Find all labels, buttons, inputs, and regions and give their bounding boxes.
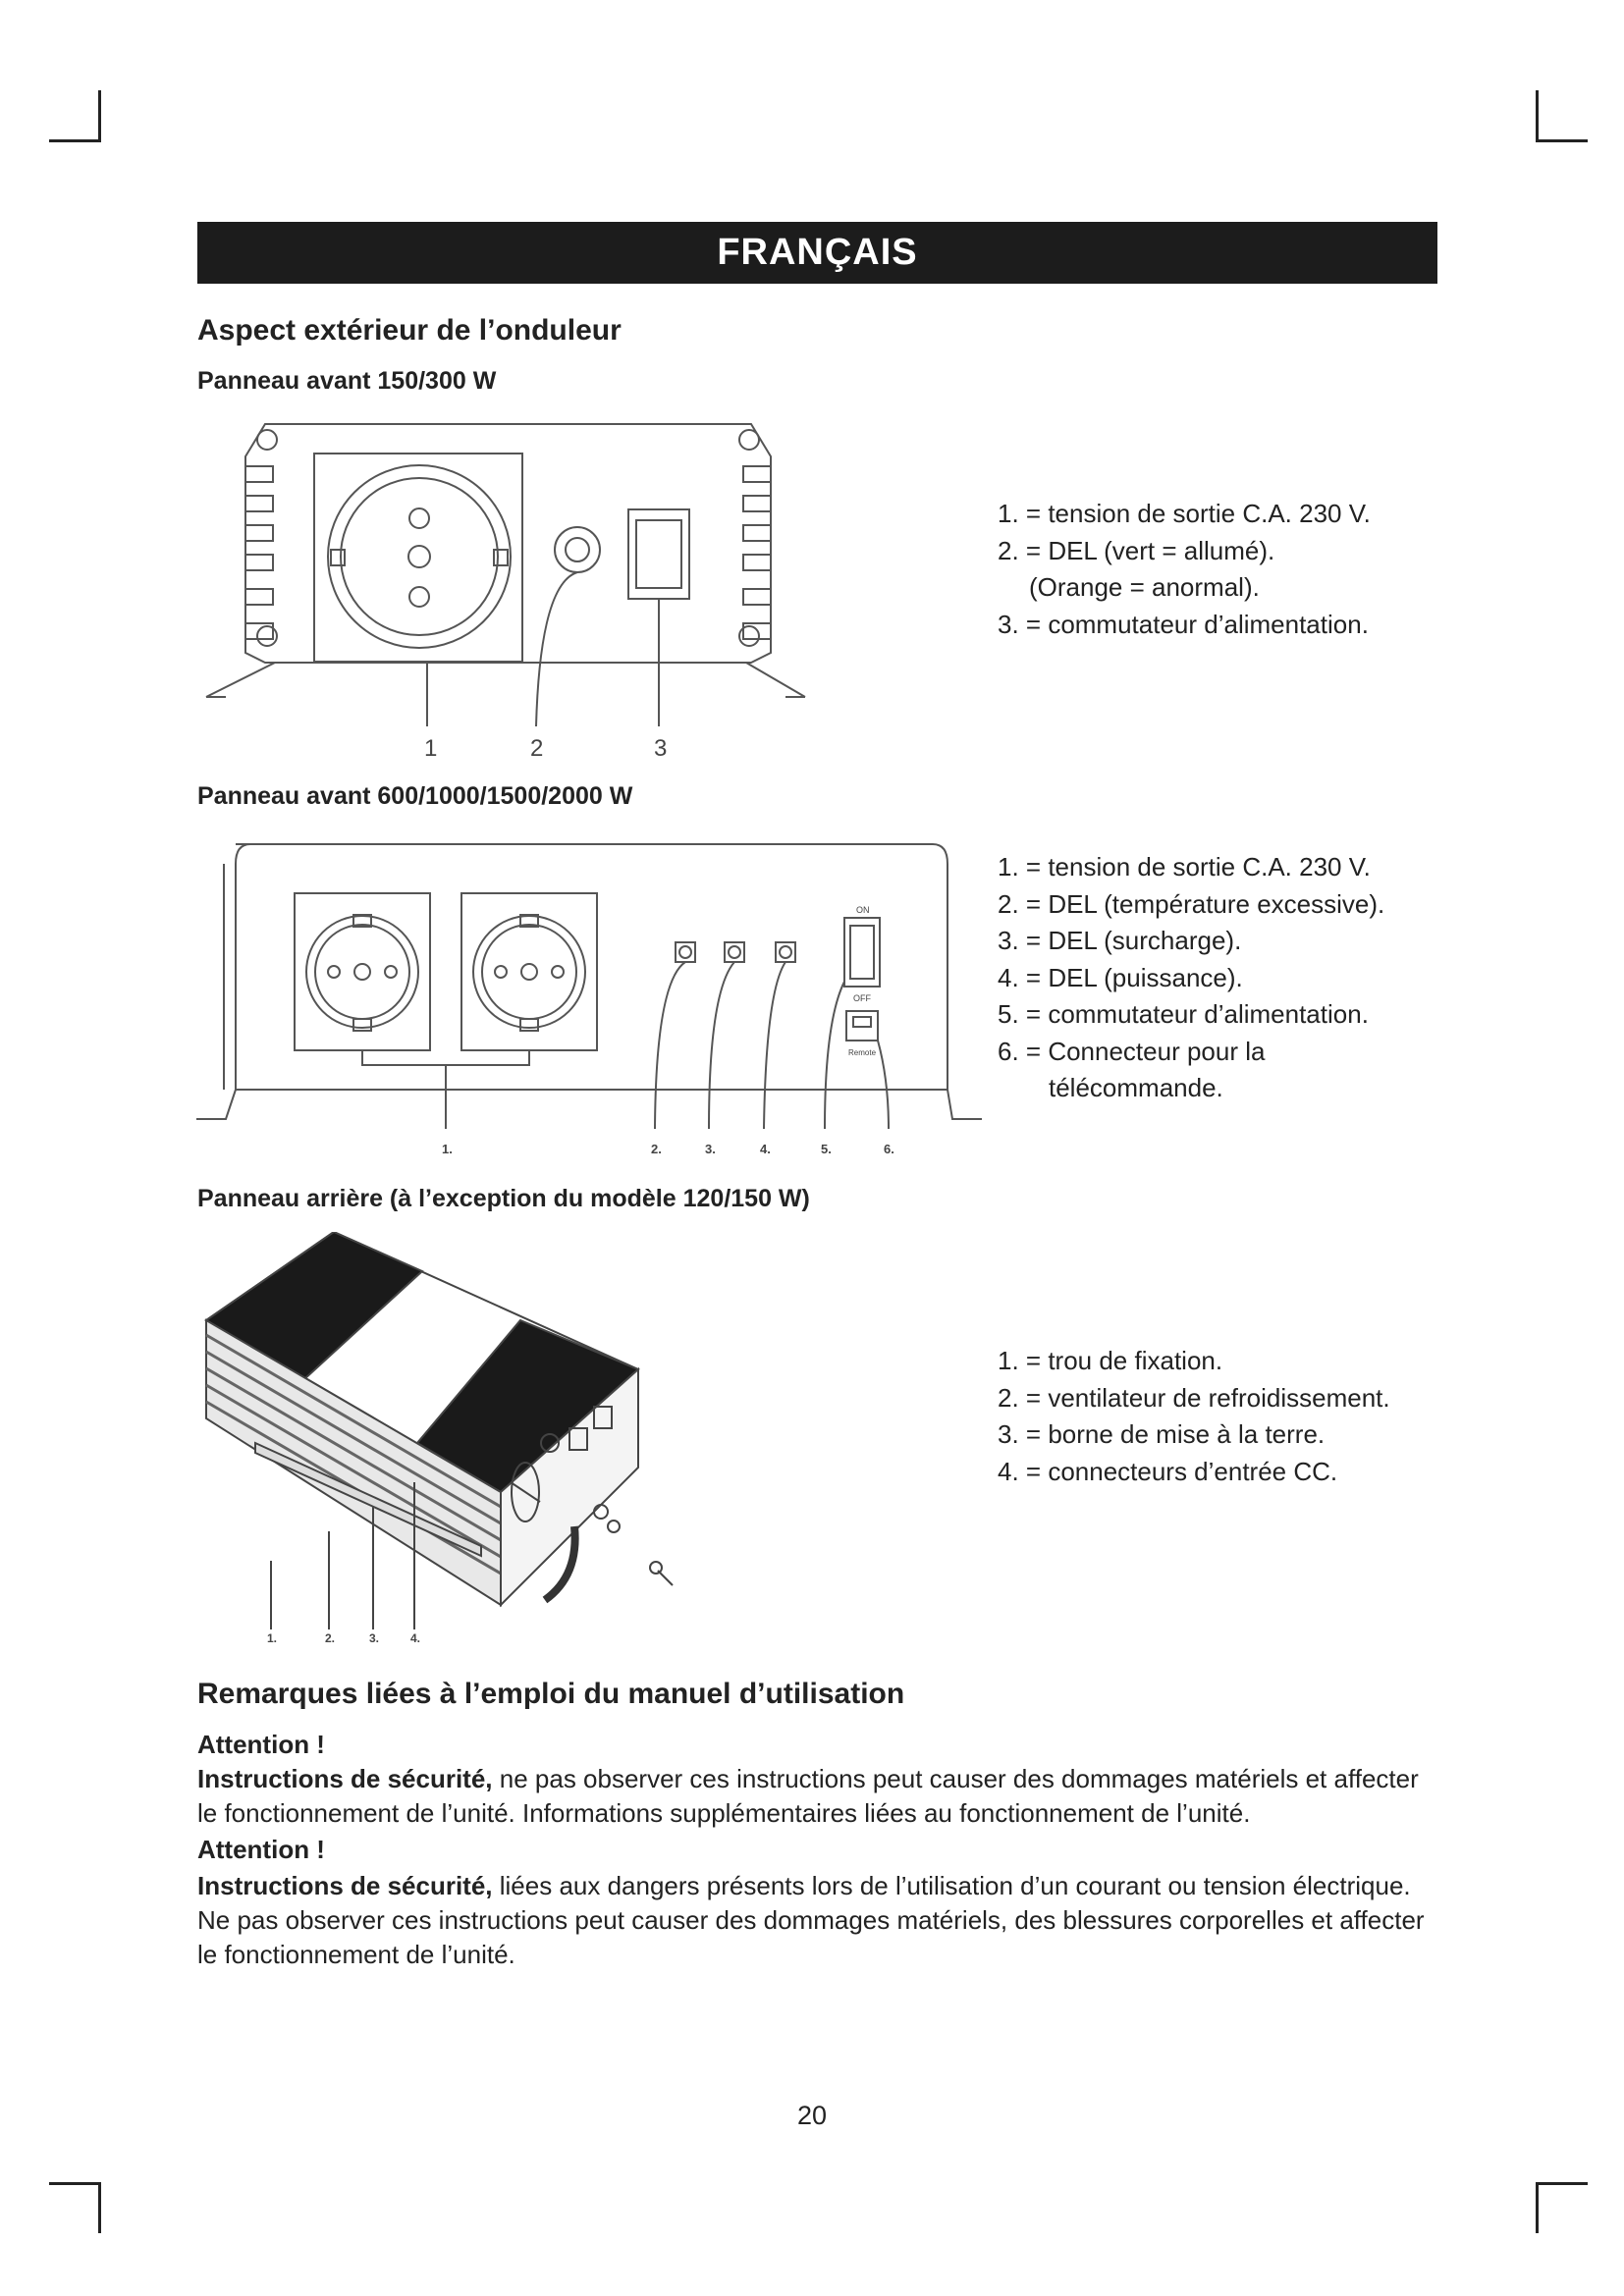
front-panel-large-figure xyxy=(196,825,992,1163)
switch-label: ON xyxy=(856,905,870,915)
figure-label: 1. xyxy=(267,1631,278,1645)
legend-item: 4. = DEL (puissance). xyxy=(998,962,1243,992)
figure-label: 2. xyxy=(325,1631,336,1645)
legend-item: télécommande. xyxy=(1049,1073,1223,1102)
legend-item: 1. = tension de sortie C.A. 230 V. xyxy=(998,499,1371,528)
legend-item: 1. = tension de sortie C.A. 230 V. xyxy=(998,852,1371,881)
legend-item: 2. = DEL (température excessive). xyxy=(998,888,1385,919)
switch-label: Remote xyxy=(848,1048,877,1057)
crop-mark-bottom-left-h xyxy=(49,2182,101,2185)
section-title: Aspect extérieur de l’onduleur xyxy=(197,314,622,347)
figure-label: 2. xyxy=(651,1142,662,1156)
panel3-title: Panneau arrière (à l’exception du modèle 120/150 W) xyxy=(197,1185,810,1212)
legend-item: 5. = commutateur d’alimentation. xyxy=(998,999,1369,1029)
legend-item: 2. = DEL (vert = allumé). xyxy=(998,535,1275,565)
panel2-title: Panneau avant 600/1000/1500/2000 W xyxy=(197,782,633,810)
rear-panel-figure xyxy=(196,1232,697,1654)
crop-mark-top-left-h xyxy=(49,139,101,142)
switch-label: OFF xyxy=(853,993,871,1003)
remarks-paragraph xyxy=(197,1762,1444,1831)
para-bold-lead: Instructions de sécurité, xyxy=(197,1764,493,1793)
figure-label: 1. xyxy=(442,1142,453,1156)
legend-item: 3. = commutateur d’alimentation. xyxy=(998,609,1369,639)
front-panel-small-figure xyxy=(196,412,825,771)
language-banner: FRANÇAIS xyxy=(197,222,1437,284)
figure-label: 3. xyxy=(705,1142,716,1156)
figure-label: 6. xyxy=(884,1142,894,1156)
crop-mark-bottom-left-v xyxy=(98,2182,101,2233)
crop-mark-bottom-right-v xyxy=(1536,2182,1539,2233)
crop-mark-top-right-h xyxy=(1536,139,1588,142)
figure-label: 3 xyxy=(654,735,668,762)
legend-item: 2. = ventilateur de refroidissement. xyxy=(998,1382,1390,1413)
remarks-title: Remarques liées à l’emploi du manuel d’utilisation xyxy=(197,1678,905,1710)
para-text: ne pas observer ces instructions peut causer des dommages matériels et affecter le fonctionnement de l’unité. Informations supplémentaires liées au fonctionnement de l’unité. xyxy=(197,1764,1419,1828)
figure-label: 5. xyxy=(821,1142,832,1156)
para-text: liées aux dangers présents lors de l’utilisation d’un courant ou tension électrique. Ne pas observer ces instructions peut causer des dommages matériels, des blessures corporelles et affecter le fonctionnement de l’unité. xyxy=(197,1871,1425,1969)
legend-item: 4. = connecteurs d’entrée CC. xyxy=(998,1456,1338,1486)
crop-mark-top-right-v xyxy=(1536,90,1539,141)
remarks-body xyxy=(197,1728,1444,1972)
legend-item: (Orange = anormal). xyxy=(1029,572,1260,602)
legend-item: 6. = Connecteur pour la xyxy=(998,1036,1266,1066)
attention-heading: Attention ! xyxy=(197,1730,325,1759)
figure-label: 1 xyxy=(424,735,438,762)
panel2-legend xyxy=(998,849,1384,1107)
figure-label: 4. xyxy=(410,1631,421,1645)
figure-label: 3. xyxy=(369,1631,380,1645)
figure-label: 2 xyxy=(530,735,544,762)
legend-item: 3. = DEL (surcharge). xyxy=(998,926,1242,955)
panel1-legend xyxy=(998,496,1371,643)
page-number: 20 xyxy=(796,2101,828,2130)
legend-item: 1. = trou de fixation. xyxy=(998,1346,1223,1375)
panel3-legend xyxy=(998,1343,1390,1490)
crop-mark-top-left-v xyxy=(98,90,101,141)
para-bold-lead: Instructions de sécurité, xyxy=(197,1871,493,1900)
crop-mark-bottom-right-h xyxy=(1536,2182,1588,2185)
figure-label: 4. xyxy=(760,1142,771,1156)
remarks-paragraph xyxy=(197,1869,1444,1972)
legend-item: 3. = borne de mise à la terre. xyxy=(998,1419,1326,1449)
attention-heading: Attention ! xyxy=(197,1835,325,1864)
panel1-title: Panneau avant 150/300 W xyxy=(197,367,497,395)
